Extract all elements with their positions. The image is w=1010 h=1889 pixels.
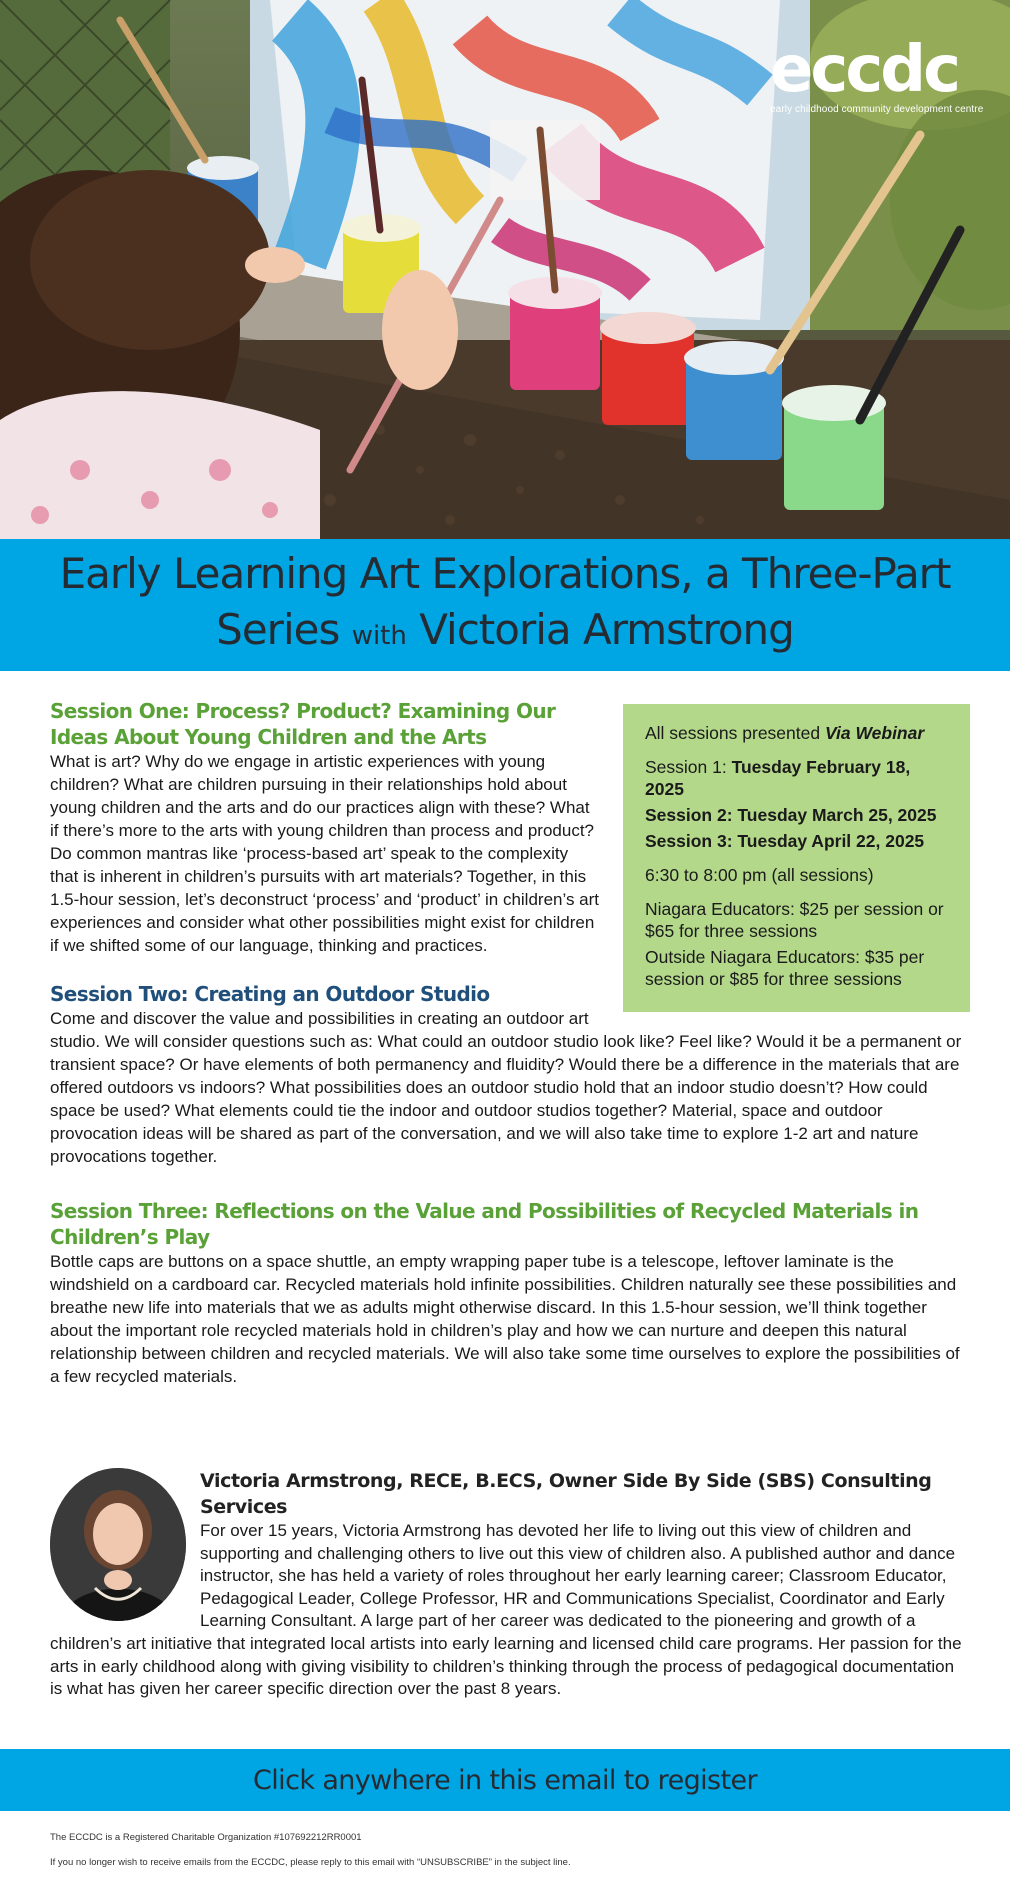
charity-number: The ECCDC is a Registered Charitable Organization #107692212RR0001 — [50, 1832, 362, 1843]
logo-tagline: early childhood community development centre — [770, 104, 984, 115]
speaker-bio — [50, 1468, 970, 1701]
price-outside-niagara: Outside Niagara Educators: $35 per session or $85 for three sessions — [645, 947, 925, 989]
hero-image — [0, 0, 1010, 539]
title-with: with — [351, 621, 407, 651]
session-time: 6:30 to 8:00 pm (all sessions) — [645, 865, 874, 885]
session-two-description: Come and discover the value and possibilities in creating an outdoor art studio. We will consider questions such as: What could an outdoor studio look like? Feel like? Would it be a permanent or transient space? Or have elements of both permanency and fluidity? Would there be a difference in the materials that are offered outdoors vs indoors? What possibilities does an outdoor studio hold that an indoor studio doesn’t? How could space be used? What elements could tie the indoor and outdoor studios together? Material, space and outdoor provocation ideas will be shared as part of the conversation, and we will also take time to explore 1-2 art and nature provocations together. — [50, 1009, 962, 1166]
session-three-description: Bottle caps are buttons on a space shuttle, an empty wrapping paper tube is a telescope, leftover laminate is the windshield on a cardboard car. Recycled materials hold infinite possibilities. Children naturally see these possibilities and breathe new life into materials that we as adults might otherwise discard. In this 1.5-hour session, we’ll think together about the important role recycled materials hold in children’s play and how we can nurture and deepen this natural relationship between children and recycled materials. We will also take some time ourselves to explore the possibilities of a few recycled materials. — [50, 1252, 960, 1386]
session-2-date-value: Session 2: Tuesday March 25, 2025 — [645, 805, 937, 825]
session-1-date-value: Tuesday February 18, 2025 — [645, 757, 911, 799]
speaker-portrait-icon — [50, 1468, 186, 1621]
session-2-date — [645, 804, 948, 826]
footer — [50, 1832, 970, 1882]
session-1-label: Session 1: — [645, 757, 732, 777]
title-series: Series — [216, 605, 352, 654]
session-one-description: What is art? Why do we engage in artistic experiences with young children? What are children pursuing in their relationships hold about young children and the arts and do our practices align with these? What if there’s more to the arts with young children than process and product? Do common mantras like ‘process-based art’ speak to the complexity that is inherent in children’s pursuits with art materials? Together, in this 1.5-hour session, let’s deconstruct ‘process’ and ‘product’ in children’s art experiences and consider what other possibilities might exist for children if we shifted some of our language, thinking and practices. — [50, 752, 600, 955]
title-speaker: Victoria Armstrong — [406, 605, 794, 654]
price-niagara: Niagara Educators: $25 per session or $65 for three sessions — [645, 899, 944, 941]
presented-mode: Via Webinar — [824, 723, 925, 743]
session-3-date — [645, 830, 948, 852]
page-title-line-1: Early Learning Art Explorations, a Three-Part — [59, 549, 951, 598]
session-three-heading: Session Three: Reflections on the Value and Possibilities of Recycled Materials in Children’s Play — [50, 1199, 919, 1249]
register-label: Click anywhere in this email to register — [253, 1764, 757, 1796]
unsubscribe-notice: If you no longer wish to receive emails from the ECCDC, please reply to this email with “UNSUBSCRIBE” in the subject line. — [50, 1857, 571, 1868]
presented-via — [645, 722, 948, 744]
session-two-heading: Session Two: Creating an Outdoor Studio — [50, 982, 490, 1006]
presented-prefix: All sessions presented — [645, 723, 825, 743]
session-3-date-value: Session 3: Tuesday April 22, 2025 — [645, 831, 925, 851]
speaker-avatar — [50, 1468, 186, 1621]
logo-wordmark: eccdc — [770, 33, 959, 107]
speaker-bio-text: For over 15 years, Victoria Armstrong has devoted her life to living out this view of children and supporting and challenging others to live out this view of children also. A published author and dance instructor, she has held a variety of roles throughout her early learning career; Classroom Educator, Pedagogical Leader, College Professor, HR and Communications Specialist, Coordinator and Early Learning Consultant. A large part of her career was dedicated to the pioneering and growth of a children’s art initiative that integrated local artists into early learning and licensed child care programs. Her passion for the arts in early childhood along with giving visibility to children’s thinking through the process of pedagogical documentation is what has given her career specific direction over the past 8 years. — [50, 1521, 962, 1699]
session-details-box — [623, 704, 970, 1012]
session-1-date — [645, 756, 948, 800]
session-one-heading: Session One: Process? Product? Examining Our Ideas About Young Children and the Arts — [50, 699, 556, 749]
eccdc-logo — [770, 33, 984, 115]
session-content — [50, 698, 970, 1388]
speaker-heading: Victoria Armstrong, RECE, B.ECS, Owner Side By Side (SBS) Consulting Services — [200, 1470, 932, 1518]
title-band — [0, 539, 1010, 671]
register-button[interactable] — [0, 1749, 1010, 1811]
page-title-line-2 — [216, 602, 794, 664]
